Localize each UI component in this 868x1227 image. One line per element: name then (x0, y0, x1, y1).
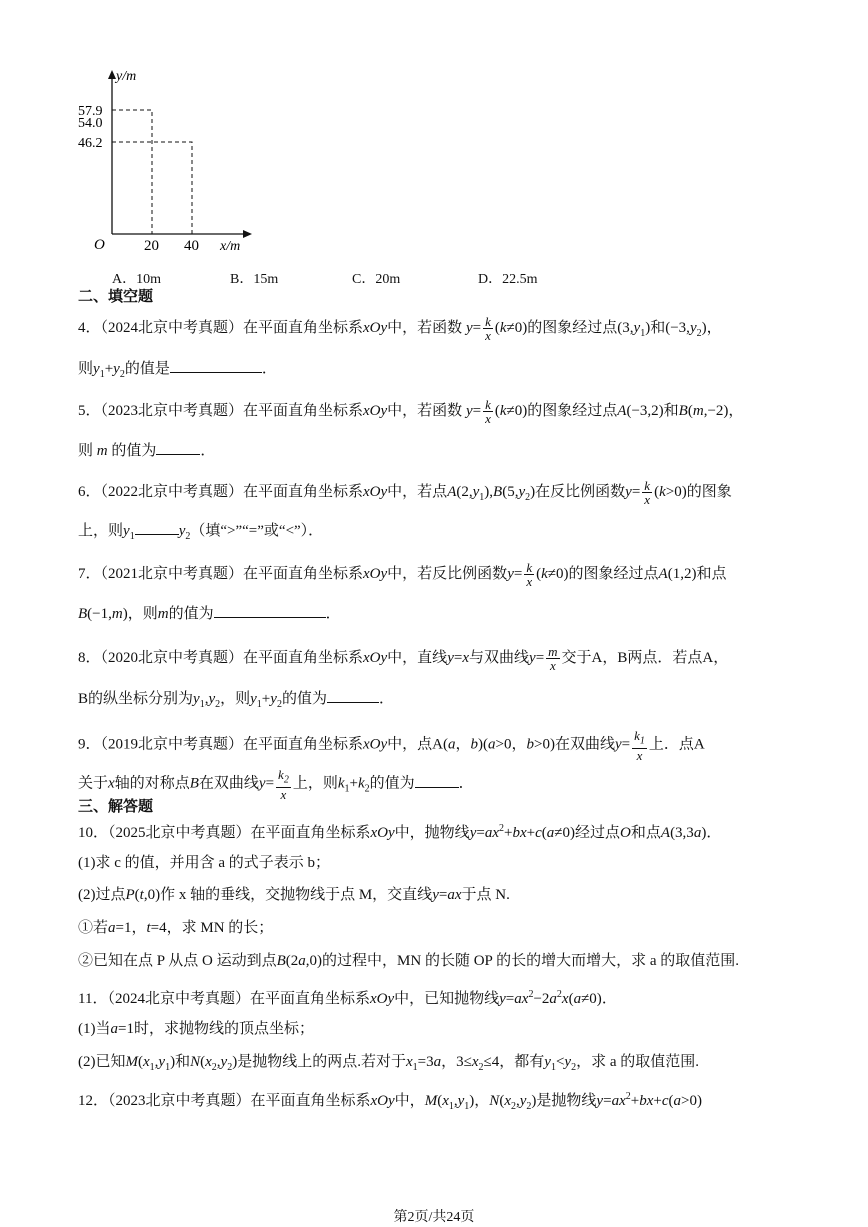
q6-line1: 6．（2022北京中考真题）在平面直角坐标系xOy中，若点$A(2,y_1),B(5,y_2)$在反比例函数y= $\frac{k}{x}$ (k>0)的图象 (78, 478, 732, 507)
q10-part1: (1)求 c 的值，并用含 a 的式子表示 b； (78, 855, 331, 871)
x-axis-arrow (243, 230, 252, 238)
x-axis-label: x/m (220, 239, 241, 254)
answer-blank[interactable] (415, 773, 459, 788)
choice-d: D．22.5m (478, 272, 538, 287)
answer-blank[interactable] (327, 688, 379, 703)
x-tick-label: 20 (144, 238, 159, 254)
q4-line2: 则$y_1+y_2$的值是 ． (78, 358, 277, 385)
q8-line2: B的纵坐标分别为$y_1,y_2$，则$y_1+y_2$的值为 ． (78, 688, 394, 715)
y-tick-label: 54.0 (78, 116, 103, 131)
q7-line1: 7．（2021北京中考真题）在平面直角坐标系xOy中，若反比例函数y= $\frac{k}{x}$ (k≠0)的图象经过点A(1,2)和点 (78, 560, 727, 589)
q9-line1: 9．（2019北京中考真题）在平面直角坐标系xOy中，点A(a，b)(a>0，b>0)在双曲线y= $\frac{k_1}{x}$ 上．点A (78, 728, 705, 763)
choice-c: C．20m (352, 272, 401, 287)
q11-part2: (2)已知$M(x_1,y_1)$和$N(x_2,y_2)$是抛物线上的两点.若对于$x_1=3a$，$3\le x_2\le 4$，都有$y_1<y_2$，求 a 的取值范围. (78, 1054, 700, 1073)
q5-line2: 则 m 的值为 ． (78, 440, 215, 461)
q10-part4: ②已知在点 P 从点 O 运动到点B(2a,0)的过程中，MN 的长随 OP 的长的增大而增大，求 a 的取值范围. (78, 953, 739, 969)
section-answer-heading: 三、解答题 (78, 799, 154, 815)
page-footer: 第2页/共24页 (393, 1210, 475, 1225)
q5-line1: 5．（2023北京中考真题）在平面直角坐标系xOy中，若函数 y= $\frac{k}{x}$ (k≠0)的图象经过点A(−3,2)和B(m,−2)， (78, 397, 744, 426)
y-tick-label: 46.2 (78, 136, 103, 151)
q10-part3: ①若a=1，t=4，求 MN 的长； (78, 920, 274, 936)
y-axis-arrow (108, 70, 116, 79)
guide-point-1 (112, 110, 152, 234)
q4-line1: 4．（2024北京中考真题）在平面直角坐标系xOy中，若函数 y= $\frac{k}{x}$ (k≠0)的图象经过点$(3,y_1)$和$(-3,y_2)$， (78, 314, 722, 343)
distance-chart (78, 64, 278, 254)
q11-line1: 11．（2024北京中考真题）在平面直角坐标系xOy中，已知抛物线$y=ax^2-2a^2x(a\ne 0)$． (78, 989, 617, 1007)
answer-blank[interactable] (170, 358, 262, 373)
answer-blank[interactable] (156, 440, 200, 455)
choice-a: A．10m (112, 272, 161, 287)
y-tick-label: 57.9 (78, 104, 103, 119)
x-tick-label: 40 (184, 238, 199, 254)
q12-line1: 12．（2023北京中考真题）在平面直角坐标系xOy中，$M(x_1,y_1)$，$N(x_2,y_2)$是抛物线$y=ax^2+bx+c(a>0)$ (78, 1091, 702, 1112)
section-fill-heading: 二、填空题 (78, 289, 154, 305)
q8-line1: 8．（2020北京中考真题）在平面直角坐标系xOy中，直线y=x与双曲线y= $\frac{m}{x}$ 交于A，B两点．若点A， (78, 644, 729, 673)
answer-blank[interactable] (135, 520, 179, 535)
q6-line2: 上，则$y_1$ $y_2$（填“>”“=”或“<”）． (78, 520, 323, 547)
q10-part2: (2)过点P(t,0)作 x 轴的垂线，交抛物线于点 M，交直线y=ax于点 N. (78, 887, 510, 903)
answer-blank[interactable] (214, 603, 326, 618)
y-axis-label: y/m (116, 69, 137, 84)
q10-line1: 10．（2025北京中考真题）在平面直角坐标系xOy中，抛物线$y=ax^2+bx+c(a\ne 0)$经过点O和点A(3,3a)． (78, 823, 722, 841)
q9-line2: 关于x轴的对称点B在双曲线y= $\frac{k_2}{x}$ 上，则$k_1+k_2$的值为 ． (78, 767, 474, 802)
q7-line2: B(−1,m)，则m的值为 ． (78, 603, 341, 624)
origin-label: O (94, 237, 105, 253)
choice-b: B．15m (230, 272, 279, 287)
q11-part1: (1)当a=1时，求抛物线的顶点坐标； (78, 1021, 314, 1037)
